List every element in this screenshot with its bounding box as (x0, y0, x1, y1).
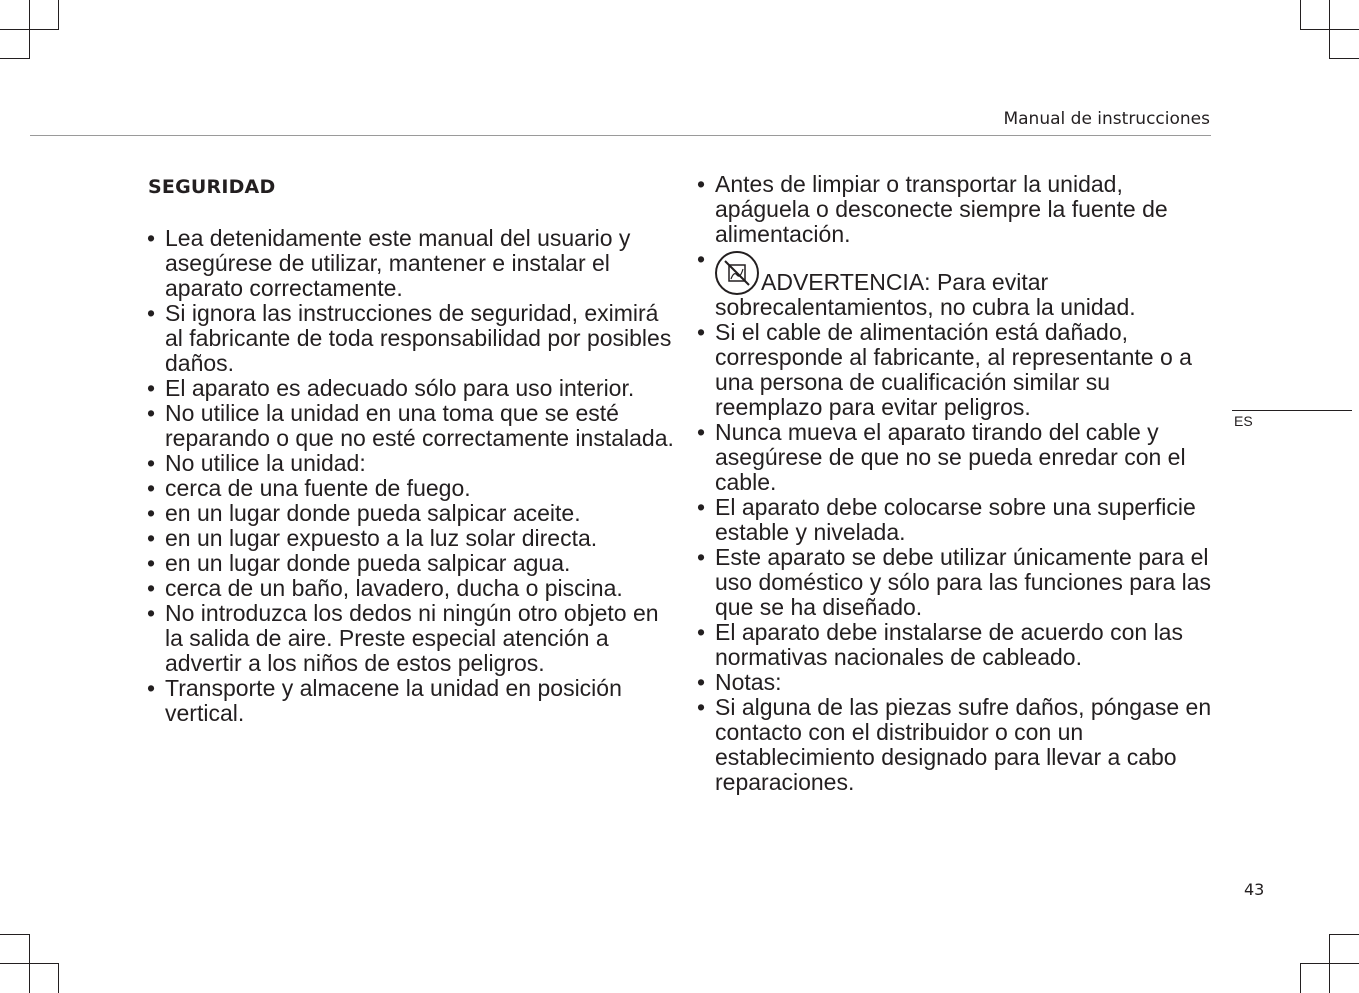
language-tab-divider (1232, 410, 1352, 411)
list-item: • Si ignora las instrucciones de seguridad, eximirá al fabricante de toda responsabilidad por posibles daños. (147, 301, 677, 376)
list-item: • El aparato debe colocarse sobre una superficie estable y nivelada. (697, 495, 1217, 545)
list-item: • en un lugar donde pueda salpicar aceite. (147, 501, 677, 526)
running-header: Manual de instrucciones (1003, 109, 1210, 129)
list-item: • Si el cable de alimentación está dañado, corresponde al fabricante, al representante o a una persona de cualificación similar su reemplazo para evitar peligros. (697, 320, 1217, 420)
left-safety-list (147, 226, 677, 726)
language-tab: ES (1234, 413, 1253, 429)
section-title: SEGURIDAD (148, 176, 276, 198)
list-item: • No utilice la unidad: (147, 451, 677, 476)
page-number: 43 (1244, 880, 1265, 899)
list-item: • No utilice la unidad en una toma que se esté reparando o que no esté correctamente instalada. (147, 401, 677, 451)
crop-mark (0, 58, 30, 59)
list-item: • Este aparato se debe utilizar únicamente para el uso doméstico y sólo para las funciones para las que se ha diseñado. (697, 545, 1217, 620)
list-item: • cerca de un baño, lavadero, ducha o piscina. (147, 576, 677, 601)
crop-mark (1329, 58, 1359, 59)
list-item: • cerca de una fuente de fuego. (147, 476, 677, 501)
warning-item (697, 247, 1217, 320)
list-item: • Lea detenidamente este manual del usuario y asegúrese de utilizar, mantener e instalar el aparato correctamente. (147, 226, 677, 301)
list-item: • Notas: (697, 670, 1217, 695)
crop-mark (1300, 963, 1301, 993)
do-not-cover-icon (715, 251, 759, 295)
crop-mark (1329, 934, 1359, 935)
list-item: • Transporte y almacene la unidad en posición vertical. (147, 676, 677, 726)
list-item: • El aparato es adecuado sólo para uso interior. (147, 376, 677, 401)
list-item: • Si alguna de las piezas sufre daños, póngase en contacto con el distribuidor o con un establecimiento designado para llevar a cabo reparaciones. (697, 695, 1217, 795)
crop-mark (1329, 0, 1330, 58)
crop-mark (58, 0, 59, 30)
list-item: • en un lugar expuesto a la luz solar directa. (147, 526, 677, 551)
crop-mark (0, 934, 30, 935)
header-divider (30, 135, 1211, 136)
list-item: • en un lugar donde pueda salpicar agua. (147, 551, 677, 576)
list-item: • Antes de limpiar o transportar la unidad, apáguela o desconecte siempre la fuente de alimentación. (697, 172, 1217, 247)
right-safety-list (697, 172, 1217, 795)
crop-mark (29, 0, 30, 58)
warning-text: sobrecalentamientos, no cubra la unidad. (715, 294, 1136, 320)
crop-mark (1300, 0, 1301, 30)
crop-mark (1329, 935, 1330, 993)
list-item: • Nunca mueva el aparato tirando del cable y asegúrese de que no se pueda enredar con el cable. (697, 420, 1217, 495)
crop-mark (58, 963, 59, 993)
warning-heading: ADVERTENCIA: Para evitar (761, 269, 1049, 295)
crop-mark (29, 935, 30, 993)
list-item: • No introduzca los dedos ni ningún otro objeto en la salida de aire. Preste especial atención a advertir a los niños de estos peligros. (147, 601, 677, 676)
list-item: • El aparato debe instalarse de acuerdo con las normativas nacionales de cableado. (697, 620, 1217, 670)
